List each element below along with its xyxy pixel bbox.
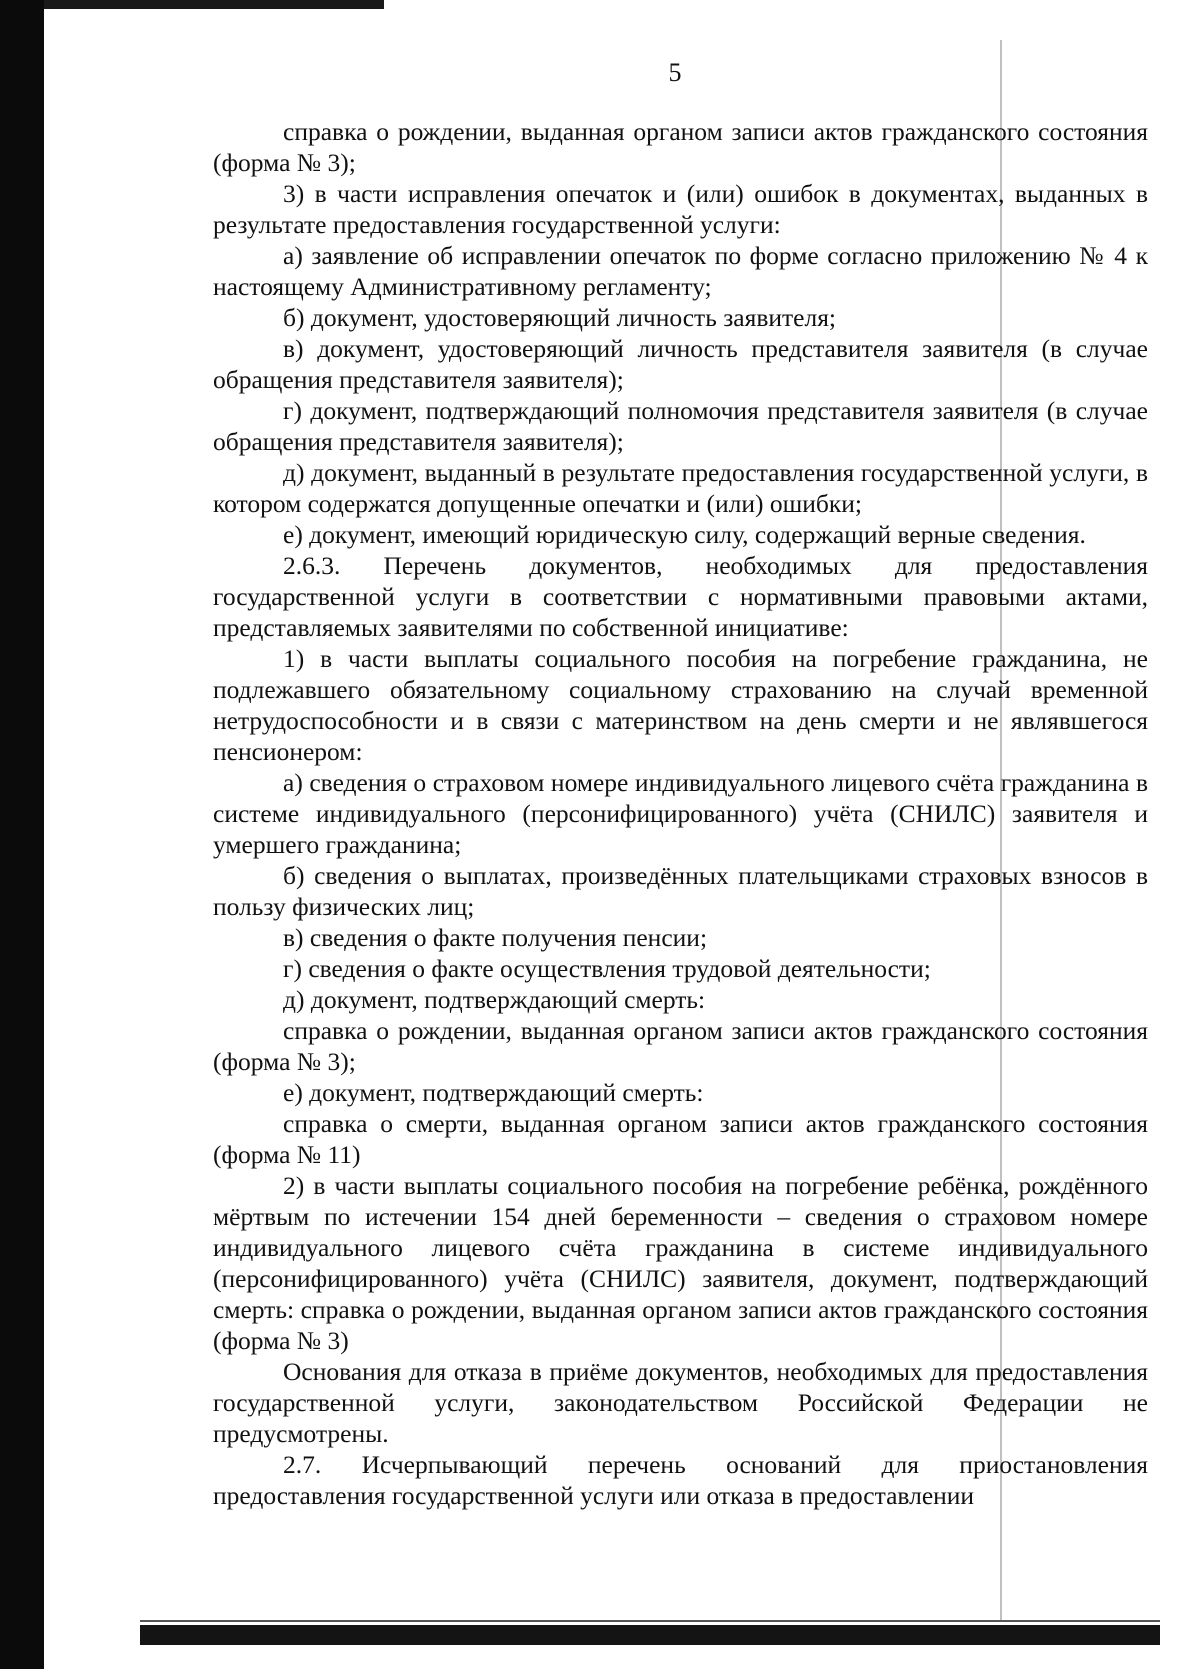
scan-bottom-edge	[140, 1620, 1160, 1622]
paragraph: г) документ, подтверждающий полномочия представителя заявителя (в случае обращения представителя заявителя);	[213, 396, 1148, 456]
paragraph: е) документ, подтверждающий смерть:	[283, 1078, 704, 1107]
scan-left-border	[0, 0, 44, 1669]
paragraph: справка о рождении, выданная органом записи актов гражданского состояния (форма № 3);	[213, 117, 1148, 177]
paragraph: д) документ, выданный в результате предоставления государственной услуги, в котором содержатся допущенные опечатки и (или) ошибки;	[213, 458, 1148, 518]
paragraph: 1) в части выплаты социального пособия на погребение гражданина, не подлежавшего обязательному социальному страхованию на случай временной нетрудоспособности и в связи с материнством на день смерти и не являвшегося пенсионером:	[213, 644, 1148, 766]
paragraph: в) сведения о факте получения пенсии;	[283, 923, 708, 952]
paragraph: в) документ, удостоверяющий личность представителя заявителя (в случае обращения представителя заявителя);	[213, 334, 1148, 394]
paragraph: 2.7. Исчерпывающий перечень оснований для приостановления предоставления государственной услуги или отказа в предоставлении	[213, 1450, 1148, 1510]
paragraph: д) документ, подтверждающий смерть:	[283, 985, 706, 1014]
paragraph: справка о рождении, выданная органом записи актов гражданского состояния (форма № 3);	[213, 1016, 1148, 1076]
paragraph: 2.6.3. Перечень документов, необходимых для предоставления государственной услуги в соответствии с нормативными правовыми актами, представляемых заявителями по собственной инициативе:	[213, 551, 1148, 642]
paragraph: справка о смерти, выданная органом записи актов гражданского состояния (форма № 11)	[213, 1109, 1148, 1169]
paragraph: б) документ, удостоверяющий личность заявителя;	[283, 303, 837, 332]
scan-bottom-border	[140, 1625, 1160, 1645]
paragraph: 3) в части исправления опечаток и (или) ошибок в документах, выданных в результате предоставления государственной услуги:	[213, 179, 1148, 239]
paragraph: а) заявление об исправлении опечаток по форме согласно приложению № 4 к настоящему Административному регламенту;	[213, 241, 1148, 301]
paragraph: 2) в части выплаты социального пособия на погребение ребёнка, рождённого мёртвым по истечении 154 дней беременности – сведения о страховом номере индивидуального лицевого счёта гражданина в системе индивидуального (персонифицированного) учёта (СНИЛС) заявителя, документ, подтверждающий смерть: справка о рождении, выданная органом записи актов гражданского состояния (форма № 3)	[213, 1171, 1148, 1355]
paragraph: а) сведения о страховом номере индивидуального лицевого счёта гражданина в системе индивидуального (персонифицированного) учёта (СНИЛС) заявителя и умершего гражданина;	[213, 768, 1148, 859]
document-body	[213, 116, 1148, 1511]
scan-top-border	[44, 0, 384, 9]
paragraph: б) сведения о выплатах, произведённых плательщиками страховых взносов в пользу физических лиц;	[213, 861, 1148, 921]
paragraph: е) документ, имеющий юридическую силу, содержащий верные сведения.	[283, 520, 1086, 549]
page-number: 5	[668, 58, 682, 87]
paragraph: г) сведения о факте осуществления трудовой деятельности;	[283, 954, 931, 983]
paragraph: Основания для отказа в приёме документов, необходимых для предоставления государственной услуги, законодательством Российской Федерации не предусмотрены.	[213, 1357, 1148, 1448]
